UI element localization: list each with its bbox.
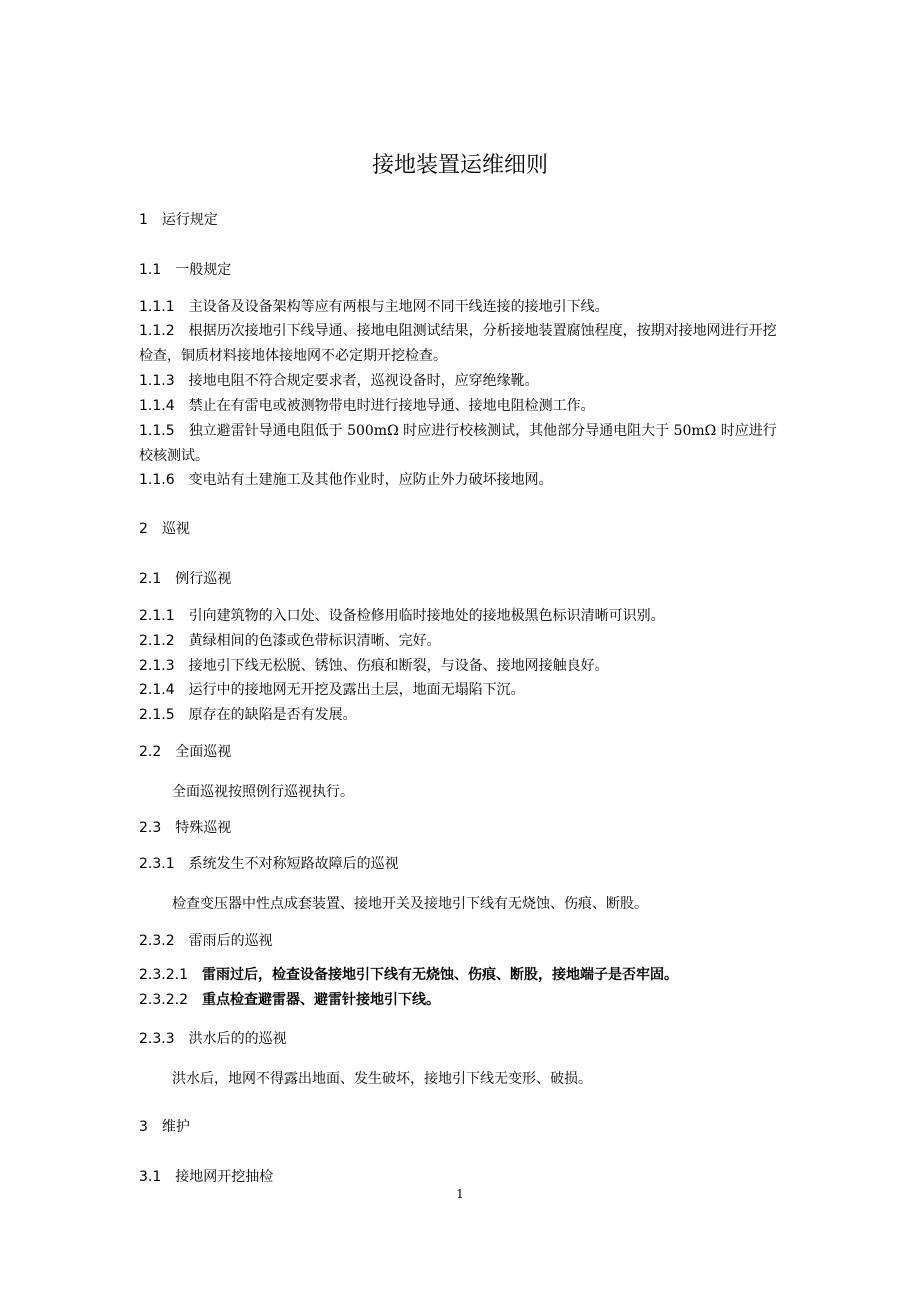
para-2-1-4 <box>139 678 784 703</box>
para-number: 2.1.2 <box>139 633 175 649</box>
heading-label: 全面巡视 <box>175 744 232 760</box>
para-text: 主设备及设备架构等应有两根与主地网不同干线连接的接地引下线。 <box>188 299 609 315</box>
para-number: 1.1.3 <box>139 373 175 389</box>
heading-2-2 <box>139 741 231 763</box>
para-1-1-3 <box>139 369 784 394</box>
para-text: 原存在的缺陷是否有发展。 <box>188 707 357 723</box>
para-number: 2.3.2.2 <box>139 992 188 1008</box>
para-2-3-3: 洪水后，地网不得露出地面、发生破坏，接地引下线无变形、破损。 <box>172 1071 592 1087</box>
heading-2-3-3 <box>139 1028 287 1050</box>
para-1-1-5 <box>139 419 784 469</box>
heading-label: 接地网开挖抽检 <box>175 1169 274 1185</box>
heading-label: 维护 <box>161 1119 190 1135</box>
para-text: 接地电阻不符合规定要求者，巡视设备时，应穿绝缘靴。 <box>188 373 539 389</box>
heading-number: 2.3.2 <box>139 933 175 949</box>
heading-label: 巡视 <box>161 521 190 537</box>
heading-3-1 <box>139 1166 273 1188</box>
para-1-1-2 <box>139 319 784 369</box>
para-number: 2.1.5 <box>139 707 175 723</box>
heading-number: 1.1 <box>139 262 162 278</box>
para-number: 1.1.2 <box>139 323 175 339</box>
para-text: 禁止在有雷电或被测物带电时进行接地导通、接地电阻检测工作。 <box>188 398 595 414</box>
heading-number: 2.2 <box>139 744 162 760</box>
heading-number: 3.1 <box>139 1169 162 1185</box>
heading-label: 特殊巡视 <box>175 820 232 836</box>
para-text: 根据历次接地引下线导通、接地电阻测试结果，分析接地装置腐蚀程度，按期对接地网进行开挖检查，铜质材料接地体接地网不必定期开挖检查。 <box>139 323 777 364</box>
para-2-3-2-1 <box>139 963 784 988</box>
heading-2-3 <box>139 817 231 839</box>
para-2-1-3 <box>139 654 784 679</box>
page-number: 1 <box>456 1187 464 1201</box>
para-2-3-1: 检查变压器中性点成套装置、接地开关及接地引下线有无烧蚀、伤痕、断股。 <box>172 896 648 912</box>
heading-number: 2.3.3 <box>139 1031 175 1047</box>
para-text: 引向建筑物的入口处、设备检修用临时接地处的接地极黑色标识清晰可识别。 <box>188 608 665 624</box>
heading-2 <box>139 518 190 540</box>
para-text: 黄绿相间的色漆或色带标识清晰、完好。 <box>188 633 441 649</box>
para-text: 接地引下线无松脱、锈蚀、伤痕和断裂，与设备、接地网接触良好。 <box>188 658 609 674</box>
heading-label: 运行规定 <box>161 212 218 228</box>
para-number: 1.1.1 <box>139 299 175 315</box>
heading-number: 3 <box>139 1119 148 1135</box>
heading-number: 1 <box>139 212 148 228</box>
heading-3 <box>139 1116 190 1138</box>
para-number: 1.1.6 <box>139 472 175 488</box>
heading-label: 例行巡视 <box>175 571 232 587</box>
heading-2-3-1 <box>139 853 399 875</box>
para-number: 2.3.2.1 <box>139 967 188 983</box>
para-number: 2.1.3 <box>139 658 175 674</box>
heading-number: 2.3 <box>139 820 162 836</box>
para-text: 运行中的接地网无开挖及露出土层，地面无塌陷下沉。 <box>188 682 525 698</box>
para-2-2: 全面巡视按照例行巡视执行。 <box>172 784 354 800</box>
para-2-1-2 <box>139 629 784 654</box>
document-title: 接地装置运维细则 <box>371 153 548 178</box>
heading-label: 洪水后的的巡视 <box>188 1031 287 1047</box>
heading-2-1 <box>139 568 231 590</box>
heading-label: 系统发生不对称短路故障后的巡视 <box>188 856 399 872</box>
para-2-1-1 <box>139 604 784 629</box>
heading-number: 2.1 <box>139 571 162 587</box>
para-2-1-5 <box>139 703 784 728</box>
para-2-3-2-2 <box>139 988 784 1013</box>
para-text: 变电站有土建施工及其他作业时，应防止外力破坏接地网。 <box>188 472 553 488</box>
para-1-1-6 <box>139 468 784 493</box>
para-1-1-4 <box>139 394 784 419</box>
para-1-1-1 <box>139 295 784 320</box>
para-number: 2.1.1 <box>139 608 175 624</box>
heading-number: 2 <box>139 521 148 537</box>
para-text: 雷雨过后，检查设备接地引下线有无烧蚀、伤痕、断股，接地端子是否牢固。 <box>201 967 678 983</box>
heading-label: 一般规定 <box>175 262 232 278</box>
para-number: 1.1.4 <box>139 398 175 414</box>
heading-2-3-2 <box>139 930 273 952</box>
para-number: 1.1.5 <box>139 423 175 439</box>
para-text: 独立避雷针导通电阻低于 500mΩ 时应进行校核测试，其他部分导通电阻大于 50mΩ 时应进行校核测试。 <box>139 423 777 464</box>
heading-number: 2.3.1 <box>139 856 175 872</box>
heading-label: 雷雨后的巡视 <box>188 933 273 949</box>
heading-1 <box>139 209 218 231</box>
para-text: 重点检查避雷器、避雷针接地引下线。 <box>201 992 440 1008</box>
para-number: 2.1.4 <box>139 682 175 698</box>
heading-1-1 <box>139 259 231 281</box>
